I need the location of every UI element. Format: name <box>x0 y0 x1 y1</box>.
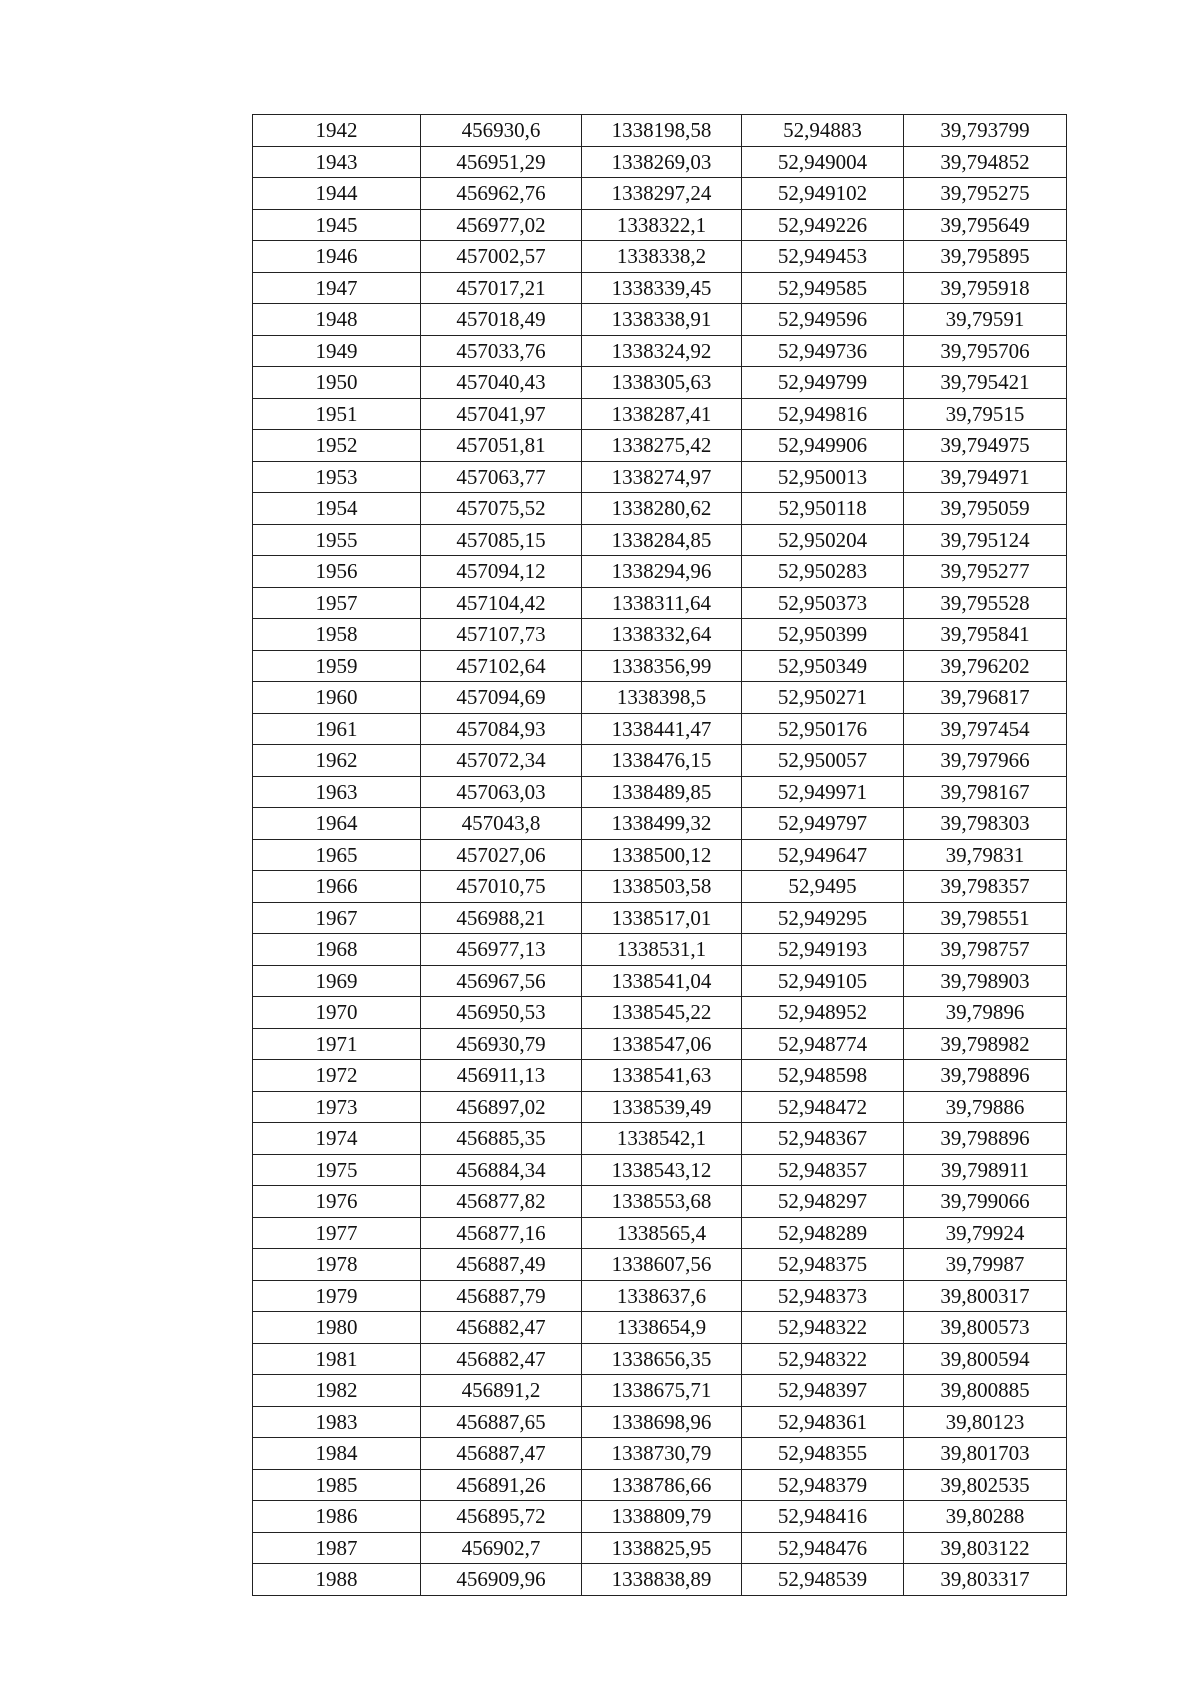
x-coordinate-cell: 456977,02 <box>421 209 582 241</box>
point-number-cell: 1955 <box>253 524 421 556</box>
point-number-cell: 1988 <box>253 1564 421 1596</box>
longitude-cell: 39,798896 <box>904 1060 1067 1092</box>
point-number-cell: 1951 <box>253 398 421 430</box>
latitude-cell: 52,950373 <box>742 587 904 619</box>
x-coordinate-cell: 457051,81 <box>421 430 582 462</box>
longitude-cell: 39,801703 <box>904 1438 1067 1470</box>
table-row <box>253 1469 1067 1501</box>
x-coordinate-cell: 457075,52 <box>421 493 582 525</box>
x-coordinate-cell: 457043,8 <box>421 808 582 840</box>
x-coordinate-cell: 457094,69 <box>421 682 582 714</box>
latitude-cell: 52,949596 <box>742 304 904 336</box>
point-number-cell: 1943 <box>253 146 421 178</box>
x-coordinate-cell: 457072,34 <box>421 745 582 777</box>
point-number-cell: 1979 <box>253 1280 421 1312</box>
y-coordinate-cell: 1338476,15 <box>582 745 742 777</box>
point-number-cell: 1978 <box>253 1249 421 1281</box>
table-row <box>253 1438 1067 1470</box>
table-row <box>253 587 1067 619</box>
y-coordinate-cell: 1338500,12 <box>582 839 742 871</box>
table-row <box>253 304 1067 336</box>
x-coordinate-cell: 457041,97 <box>421 398 582 430</box>
y-coordinate-cell: 1338637,6 <box>582 1280 742 1312</box>
table-row <box>253 965 1067 997</box>
table-row <box>253 871 1067 903</box>
latitude-cell: 52,948397 <box>742 1375 904 1407</box>
table-row <box>253 524 1067 556</box>
y-coordinate-cell: 1338553,68 <box>582 1186 742 1218</box>
point-number-cell: 1961 <box>253 713 421 745</box>
table-row <box>253 1375 1067 1407</box>
latitude-cell: 52,950399 <box>742 619 904 651</box>
x-coordinate-cell: 456884,34 <box>421 1154 582 1186</box>
longitude-cell: 39,798551 <box>904 902 1067 934</box>
x-coordinate-cell: 456887,49 <box>421 1249 582 1281</box>
latitude-cell: 52,948598 <box>742 1060 904 1092</box>
point-number-cell: 1970 <box>253 997 421 1029</box>
point-number-cell: 1962 <box>253 745 421 777</box>
longitude-cell: 39,795706 <box>904 335 1067 367</box>
latitude-cell: 52,9495 <box>742 871 904 903</box>
coordinates-table-body <box>253 115 1067 1596</box>
point-number-cell: 1967 <box>253 902 421 934</box>
latitude-cell: 52,948416 <box>742 1501 904 1533</box>
longitude-cell: 39,795528 <box>904 587 1067 619</box>
table-row <box>253 115 1067 147</box>
longitude-cell: 39,80288 <box>904 1501 1067 1533</box>
longitude-cell: 39,799066 <box>904 1186 1067 1218</box>
y-coordinate-cell: 1338809,79 <box>582 1501 742 1533</box>
latitude-cell: 52,948361 <box>742 1406 904 1438</box>
latitude-cell: 52,948367 <box>742 1123 904 1155</box>
point-number-cell: 1972 <box>253 1060 421 1092</box>
latitude-cell: 52,949585 <box>742 272 904 304</box>
x-coordinate-cell: 456882,47 <box>421 1312 582 1344</box>
longitude-cell: 39,800594 <box>904 1343 1067 1375</box>
latitude-cell: 52,948322 <box>742 1343 904 1375</box>
y-coordinate-cell: 1338786,66 <box>582 1469 742 1501</box>
point-number-cell: 1973 <box>253 1091 421 1123</box>
x-coordinate-cell: 456909,96 <box>421 1564 582 1596</box>
latitude-cell: 52,949971 <box>742 776 904 808</box>
table-row <box>253 209 1067 241</box>
x-coordinate-cell: 457017,21 <box>421 272 582 304</box>
x-coordinate-cell: 456891,26 <box>421 1469 582 1501</box>
y-coordinate-cell: 1338280,62 <box>582 493 742 525</box>
latitude-cell: 52,950118 <box>742 493 904 525</box>
latitude-cell: 52,948357 <box>742 1154 904 1186</box>
table-row <box>253 1280 1067 1312</box>
table-row <box>253 1123 1067 1155</box>
x-coordinate-cell: 457027,06 <box>421 839 582 871</box>
latitude-cell: 52,949102 <box>742 178 904 210</box>
y-coordinate-cell: 1338531,1 <box>582 934 742 966</box>
point-number-cell: 1971 <box>253 1028 421 1060</box>
point-number-cell: 1965 <box>253 839 421 871</box>
table-row <box>253 1217 1067 1249</box>
y-coordinate-cell: 1338656,35 <box>582 1343 742 1375</box>
x-coordinate-cell: 456988,21 <box>421 902 582 934</box>
latitude-cell: 52,948774 <box>742 1028 904 1060</box>
x-coordinate-cell: 456902,7 <box>421 1532 582 1564</box>
point-number-cell: 1963 <box>253 776 421 808</box>
point-number-cell: 1945 <box>253 209 421 241</box>
y-coordinate-cell: 1338398,5 <box>582 682 742 714</box>
point-number-cell: 1948 <box>253 304 421 336</box>
point-number-cell: 1968 <box>253 934 421 966</box>
longitude-cell: 39,803317 <box>904 1564 1067 1596</box>
table-row <box>253 934 1067 966</box>
y-coordinate-cell: 1338675,71 <box>582 1375 742 1407</box>
y-coordinate-cell: 1338489,85 <box>582 776 742 808</box>
longitude-cell: 39,794975 <box>904 430 1067 462</box>
point-number-cell: 1959 <box>253 650 421 682</box>
y-coordinate-cell: 1338324,92 <box>582 335 742 367</box>
x-coordinate-cell: 457010,75 <box>421 871 582 903</box>
latitude-cell: 52,949453 <box>742 241 904 273</box>
y-coordinate-cell: 1338274,97 <box>582 461 742 493</box>
longitude-cell: 39,800885 <box>904 1375 1067 1407</box>
point-number-cell: 1981 <box>253 1343 421 1375</box>
y-coordinate-cell: 1338539,49 <box>582 1091 742 1123</box>
x-coordinate-cell: 457063,03 <box>421 776 582 808</box>
point-number-cell: 1946 <box>253 241 421 273</box>
longitude-cell: 39,796817 <box>904 682 1067 714</box>
table-row <box>253 1154 1067 1186</box>
y-coordinate-cell: 1338541,63 <box>582 1060 742 1092</box>
x-coordinate-cell: 457085,15 <box>421 524 582 556</box>
table-row <box>253 1501 1067 1533</box>
point-number-cell: 1956 <box>253 556 421 588</box>
point-number-cell: 1944 <box>253 178 421 210</box>
y-coordinate-cell: 1338297,24 <box>582 178 742 210</box>
table-row <box>253 272 1067 304</box>
longitude-cell: 39,79591 <box>904 304 1067 336</box>
latitude-cell: 52,948539 <box>742 1564 904 1596</box>
table-row <box>253 1532 1067 1564</box>
table-row <box>253 335 1067 367</box>
table-row <box>253 556 1067 588</box>
y-coordinate-cell: 1338269,03 <box>582 146 742 178</box>
y-coordinate-cell: 1338503,58 <box>582 871 742 903</box>
longitude-cell: 39,802535 <box>904 1469 1067 1501</box>
x-coordinate-cell: 456887,79 <box>421 1280 582 1312</box>
longitude-cell: 39,79886 <box>904 1091 1067 1123</box>
x-coordinate-cell: 456897,02 <box>421 1091 582 1123</box>
longitude-cell: 39,795918 <box>904 272 1067 304</box>
y-coordinate-cell: 1338698,96 <box>582 1406 742 1438</box>
y-coordinate-cell: 1338545,22 <box>582 997 742 1029</box>
point-number-cell: 1986 <box>253 1501 421 1533</box>
latitude-cell: 52,949295 <box>742 902 904 934</box>
latitude-cell: 52,949906 <box>742 430 904 462</box>
table-row <box>253 178 1067 210</box>
x-coordinate-cell: 457033,76 <box>421 335 582 367</box>
longitude-cell: 39,798896 <box>904 1123 1067 1155</box>
latitude-cell: 52,948379 <box>742 1469 904 1501</box>
latitude-cell: 52,949797 <box>742 808 904 840</box>
latitude-cell: 52,950204 <box>742 524 904 556</box>
latitude-cell: 52,948952 <box>742 997 904 1029</box>
x-coordinate-cell: 456885,35 <box>421 1123 582 1155</box>
x-coordinate-cell: 456962,76 <box>421 178 582 210</box>
point-number-cell: 1964 <box>253 808 421 840</box>
point-number-cell: 1947 <box>253 272 421 304</box>
longitude-cell: 39,798167 <box>904 776 1067 808</box>
x-coordinate-cell: 456877,82 <box>421 1186 582 1218</box>
point-number-cell: 1980 <box>253 1312 421 1344</box>
table-row <box>253 367 1067 399</box>
x-coordinate-cell: 456895,72 <box>421 1501 582 1533</box>
x-coordinate-cell: 456891,2 <box>421 1375 582 1407</box>
longitude-cell: 39,795841 <box>904 619 1067 651</box>
latitude-cell: 52,948373 <box>742 1280 904 1312</box>
x-coordinate-cell: 456951,29 <box>421 146 582 178</box>
latitude-cell: 52,948289 <box>742 1217 904 1249</box>
point-number-cell: 1957 <box>253 587 421 619</box>
longitude-cell: 39,795277 <box>904 556 1067 588</box>
x-coordinate-cell: 457018,49 <box>421 304 582 336</box>
latitude-cell: 52,950271 <box>742 682 904 714</box>
y-coordinate-cell: 1338547,06 <box>582 1028 742 1060</box>
table-row <box>253 1343 1067 1375</box>
latitude-cell: 52,949647 <box>742 839 904 871</box>
table-row <box>253 1060 1067 1092</box>
y-coordinate-cell: 1338730,79 <box>582 1438 742 1470</box>
longitude-cell: 39,794852 <box>904 146 1067 178</box>
x-coordinate-cell: 457094,12 <box>421 556 582 588</box>
table-row <box>253 902 1067 934</box>
table-row <box>253 146 1067 178</box>
table-row <box>253 619 1067 651</box>
latitude-cell: 52,948375 <box>742 1249 904 1281</box>
longitude-cell: 39,795059 <box>904 493 1067 525</box>
y-coordinate-cell: 1338322,1 <box>582 209 742 241</box>
longitude-cell: 39,798303 <box>904 808 1067 840</box>
longitude-cell: 39,79987 <box>904 1249 1067 1281</box>
point-number-cell: 1960 <box>253 682 421 714</box>
table-row <box>253 1186 1067 1218</box>
table-row <box>253 1312 1067 1344</box>
table-row <box>253 1564 1067 1596</box>
longitude-cell: 39,79924 <box>904 1217 1067 1249</box>
longitude-cell: 39,798903 <box>904 965 1067 997</box>
latitude-cell: 52,950283 <box>742 556 904 588</box>
x-coordinate-cell: 456977,13 <box>421 934 582 966</box>
latitude-cell: 52,949004 <box>742 146 904 178</box>
longitude-cell: 39,798357 <box>904 871 1067 903</box>
point-number-cell: 1953 <box>253 461 421 493</box>
point-number-cell: 1983 <box>253 1406 421 1438</box>
x-coordinate-cell: 456882,47 <box>421 1343 582 1375</box>
y-coordinate-cell: 1338543,12 <box>582 1154 742 1186</box>
point-number-cell: 1976 <box>253 1186 421 1218</box>
point-number-cell: 1984 <box>253 1438 421 1470</box>
y-coordinate-cell: 1338338,2 <box>582 241 742 273</box>
y-coordinate-cell: 1338542,1 <box>582 1123 742 1155</box>
y-coordinate-cell: 1338287,41 <box>582 398 742 430</box>
latitude-cell: 52,948297 <box>742 1186 904 1218</box>
y-coordinate-cell: 1338441,47 <box>582 713 742 745</box>
point-number-cell: 1942 <box>253 115 421 147</box>
longitude-cell: 39,798982 <box>904 1028 1067 1060</box>
table-row <box>253 682 1067 714</box>
y-coordinate-cell: 1338339,45 <box>582 272 742 304</box>
longitude-cell: 39,793799 <box>904 115 1067 147</box>
longitude-cell: 39,798757 <box>904 934 1067 966</box>
y-coordinate-cell: 1338332,64 <box>582 619 742 651</box>
table-row <box>253 398 1067 430</box>
longitude-cell: 39,795421 <box>904 367 1067 399</box>
point-number-cell: 1987 <box>253 1532 421 1564</box>
table-row <box>253 1028 1067 1060</box>
y-coordinate-cell: 1338607,56 <box>582 1249 742 1281</box>
y-coordinate-cell: 1338356,99 <box>582 650 742 682</box>
y-coordinate-cell: 1338275,42 <box>582 430 742 462</box>
longitude-cell: 39,795124 <box>904 524 1067 556</box>
point-number-cell: 1952 <box>253 430 421 462</box>
latitude-cell: 52,948472 <box>742 1091 904 1123</box>
point-number-cell: 1949 <box>253 335 421 367</box>
x-coordinate-cell: 457040,43 <box>421 367 582 399</box>
longitude-cell: 39,795895 <box>904 241 1067 273</box>
point-number-cell: 1985 <box>253 1469 421 1501</box>
latitude-cell: 52,950349 <box>742 650 904 682</box>
longitude-cell: 39,79896 <box>904 997 1067 1029</box>
y-coordinate-cell: 1338305,63 <box>582 367 742 399</box>
longitude-cell: 39,800317 <box>904 1280 1067 1312</box>
table-row <box>253 776 1067 808</box>
x-coordinate-cell: 457002,57 <box>421 241 582 273</box>
y-coordinate-cell: 1338294,96 <box>582 556 742 588</box>
longitude-cell: 39,797966 <box>904 745 1067 777</box>
longitude-cell: 39,795275 <box>904 178 1067 210</box>
longitude-cell: 39,794971 <box>904 461 1067 493</box>
latitude-cell: 52,948476 <box>742 1532 904 1564</box>
y-coordinate-cell: 1338517,01 <box>582 902 742 934</box>
longitude-cell: 39,798911 <box>904 1154 1067 1186</box>
table-row <box>253 745 1067 777</box>
table-row <box>253 1249 1067 1281</box>
x-coordinate-cell: 456930,6 <box>421 115 582 147</box>
x-coordinate-cell: 456967,56 <box>421 965 582 997</box>
latitude-cell: 52,94883 <box>742 115 904 147</box>
point-number-cell: 1958 <box>253 619 421 651</box>
y-coordinate-cell: 1338311,64 <box>582 587 742 619</box>
point-number-cell: 1977 <box>253 1217 421 1249</box>
x-coordinate-cell: 456950,53 <box>421 997 582 1029</box>
longitude-cell: 39,80123 <box>904 1406 1067 1438</box>
point-number-cell: 1982 <box>253 1375 421 1407</box>
table-row <box>253 1406 1067 1438</box>
longitude-cell: 39,803122 <box>904 1532 1067 1564</box>
y-coordinate-cell: 1338541,04 <box>582 965 742 997</box>
x-coordinate-cell: 456887,65 <box>421 1406 582 1438</box>
table-row <box>253 650 1067 682</box>
latitude-cell: 52,949816 <box>742 398 904 430</box>
latitude-cell: 52,949799 <box>742 367 904 399</box>
x-coordinate-cell: 456930,79 <box>421 1028 582 1060</box>
point-number-cell: 1969 <box>253 965 421 997</box>
longitude-cell: 39,796202 <box>904 650 1067 682</box>
table-row <box>253 997 1067 1029</box>
y-coordinate-cell: 1338654,9 <box>582 1312 742 1344</box>
longitude-cell: 39,79831 <box>904 839 1067 871</box>
x-coordinate-cell: 456887,47 <box>421 1438 582 1470</box>
point-number-cell: 1974 <box>253 1123 421 1155</box>
coordinates-table <box>252 114 1067 1596</box>
table-row <box>253 493 1067 525</box>
y-coordinate-cell: 1338825,95 <box>582 1532 742 1564</box>
latitude-cell: 52,950176 <box>742 713 904 745</box>
y-coordinate-cell: 1338499,32 <box>582 808 742 840</box>
x-coordinate-cell: 457102,64 <box>421 650 582 682</box>
x-coordinate-cell: 457104,42 <box>421 587 582 619</box>
latitude-cell: 52,948322 <box>742 1312 904 1344</box>
latitude-cell: 52,950057 <box>742 745 904 777</box>
point-number-cell: 1950 <box>253 367 421 399</box>
latitude-cell: 52,949193 <box>742 934 904 966</box>
table-row <box>253 430 1067 462</box>
y-coordinate-cell: 1338338,91 <box>582 304 742 336</box>
x-coordinate-cell: 456911,13 <box>421 1060 582 1092</box>
longitude-cell: 39,79515 <box>904 398 1067 430</box>
latitude-cell: 52,949736 <box>742 335 904 367</box>
longitude-cell: 39,795649 <box>904 209 1067 241</box>
point-number-cell: 1975 <box>253 1154 421 1186</box>
table-row <box>253 1091 1067 1123</box>
table-row <box>253 241 1067 273</box>
table-row <box>253 839 1067 871</box>
latitude-cell: 52,949105 <box>742 965 904 997</box>
y-coordinate-cell: 1338284,85 <box>582 524 742 556</box>
latitude-cell: 52,950013 <box>742 461 904 493</box>
longitude-cell: 39,797454 <box>904 713 1067 745</box>
table-row <box>253 808 1067 840</box>
longitude-cell: 39,800573 <box>904 1312 1067 1344</box>
y-coordinate-cell: 1338565,4 <box>582 1217 742 1249</box>
latitude-cell: 52,948355 <box>742 1438 904 1470</box>
x-coordinate-cell: 457084,93 <box>421 713 582 745</box>
y-coordinate-cell: 1338838,89 <box>582 1564 742 1596</box>
x-coordinate-cell: 457063,77 <box>421 461 582 493</box>
y-coordinate-cell: 1338198,58 <box>582 115 742 147</box>
x-coordinate-cell: 457107,73 <box>421 619 582 651</box>
table-row <box>253 461 1067 493</box>
latitude-cell: 52,949226 <box>742 209 904 241</box>
table-row <box>253 713 1067 745</box>
point-number-cell: 1966 <box>253 871 421 903</box>
x-coordinate-cell: 456877,16 <box>421 1217 582 1249</box>
point-number-cell: 1954 <box>253 493 421 525</box>
